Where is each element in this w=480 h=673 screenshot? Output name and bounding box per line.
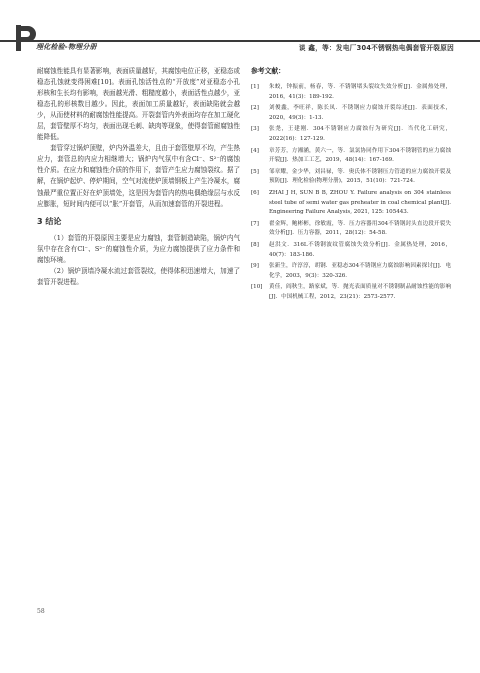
reference-text: ZHAI J H, SUN B B, ZHOU Y. Failure analysis on 304 stainless steel tube of semi water gas preheater in coal chemical plant[J]. Engineering Failure Analysis, 2021, 125: 105443. <box>269 189 451 216</box>
body-paragraph: 耐腐蚀性能具有显著影响，表面质量越好，其腐蚀电位正移，亚稳态或稳态孔蚀就变得困难[10]。表面孔蚀活性点的“开放度”对亚稳态小孔形核和生长均有影响，表面越光滑、粗糙度越小，表面活性点越少，亚稳态孔的形核数目越少。因此，表面加工质量越好，表面缺陷就会越少，从而使材料的耐腐蚀性能提高。开裂套管内外表面均存在加工硬化层，套管壁厚不均匀，表面出现毛刺、缺肉等现象，使得套管耐腐蚀性能降低。 <box>37 67 240 142</box>
reference-item <box>251 147 451 166</box>
reference-number: [6] <box>251 189 259 196</box>
reference-text: 赵洪文．316L不锈钢波纹管腐蚀失效分析[J]．金属热处理，2016，40(7)：183-186. <box>269 241 451 258</box>
reference-item <box>251 283 451 302</box>
reference-text: 张新生，许淳淳，胡钢．亚稳态304不锈钢应力腐蚀影响因素探讨[J]．电化学，2003，9(3)：320-326. <box>269 263 451 279</box>
reference-text: 翟金辉，鲍彬彬，徐敏霞，等．压力容器用304不锈钢封头直边段开裂失效分析[J]．压力容器，2011，28(12)：54-58. <box>269 220 451 237</box>
reference-item <box>251 83 451 102</box>
reference-number: [10] <box>251 284 263 291</box>
reference-item <box>251 189 451 218</box>
reference-text: 章芳芳，方湘涵，黄六一，等．氯氯协同作用下304不锈钢管的应力腐蚀开裂[J]．热加工工艺，2019，48(14)：167-169. <box>269 147 451 164</box>
reference-text: 朱蛟，钟振前，杨春，等．不锈钢堵头裂纹失效分析[J]．金属热处理，2016，41(3)：189-192. <box>269 84 451 100</box>
reference-number: [4] <box>251 147 259 154</box>
journal-logo-icon <box>14 25 36 51</box>
references-column <box>251 66 451 304</box>
reference-number: [5] <box>251 168 259 175</box>
reference-text: 黄佳，阎秋生，路家斌，等．抛光表面质量对不锈钢制品耐蚀性能的影响[J]．中国机械工程，2012，23(21)：2573-2577. <box>269 284 451 300</box>
conclusion-item: （2）锅炉顶墙冷凝水流过套管裂纹，使得体积迅速增大，加速了套管开裂进程。 <box>37 266 240 286</box>
page-number: 58 <box>37 608 45 615</box>
reference-item <box>251 262 451 281</box>
reference-number: [2] <box>251 105 259 112</box>
reference-item <box>251 104 451 123</box>
references-title: 参考文献： <box>251 67 285 75</box>
reference-text: 邹章耀，金少华，刘昌禄，等．奥氏体不锈钢压力管道的应力腐蚀开裂及预防[J]．理化检验(物理分册)，2015，51(10)：721-724. <box>269 168 451 185</box>
running-head: 谈 鑫，等：发电厂304不锈钢热电偶套管开裂原因 <box>298 44 454 52</box>
page-header <box>0 0 480 56</box>
reference-number: [8] <box>251 241 259 248</box>
section-title: 3 结论 <box>37 216 62 226</box>
reference-item <box>251 220 451 239</box>
reference-item <box>251 241 451 260</box>
reference-number: [3] <box>251 126 259 133</box>
journal-name: 理化检验-物理分册 <box>36 43 97 51</box>
reference-text: 张尧，王建刚．304不锈钢应力腐蚀行为研究[J]．当代化工研究，2022(16)：127-129. <box>269 126 451 142</box>
conclusion-item: （1）套管的开裂原因主要是应力腐蚀，套管制造缺陷，锅炉内气氛中存在含有Cl⁻、S²⁻的腐蚀性介质，为应力腐蚀提供了应力条件和腐蚀环境。 <box>37 233 240 264</box>
reference-text: 刘俊鑫，李旺祥，陈长凤．不锈钢应力腐蚀开裂综述[J]．表面技术，2020，49(3)：1-13. <box>269 105 451 121</box>
reference-item <box>251 125 451 144</box>
reference-item <box>251 168 451 187</box>
reference-number: [1] <box>251 84 259 90</box>
body-paragraph: 套管穿过锅炉顶壁，炉内外温差大，且由于套管壁厚不均，产生热应力，套管总的内应力相继增大；锅炉内气氛中有含Cl⁻、S²⁻的腐蚀性介质。在应力和腐蚀性介质的作用下，套管产生应力腐蚀裂纹。据了解，在锅炉起炉、停炉期间，空气对流使炉顶墙钢板上产生冷凝水，腐蚀最严重位置正好在炉顶墙处，这是因为套管内的热电偶绝缘层与水反应膨胀，短时间内便可以“胀”开套管，从而加速套管的开裂进程。 <box>37 144 240 208</box>
reference-number: [9] <box>251 263 259 270</box>
left-column <box>37 66 240 288</box>
reference-number: [7] <box>251 220 259 227</box>
